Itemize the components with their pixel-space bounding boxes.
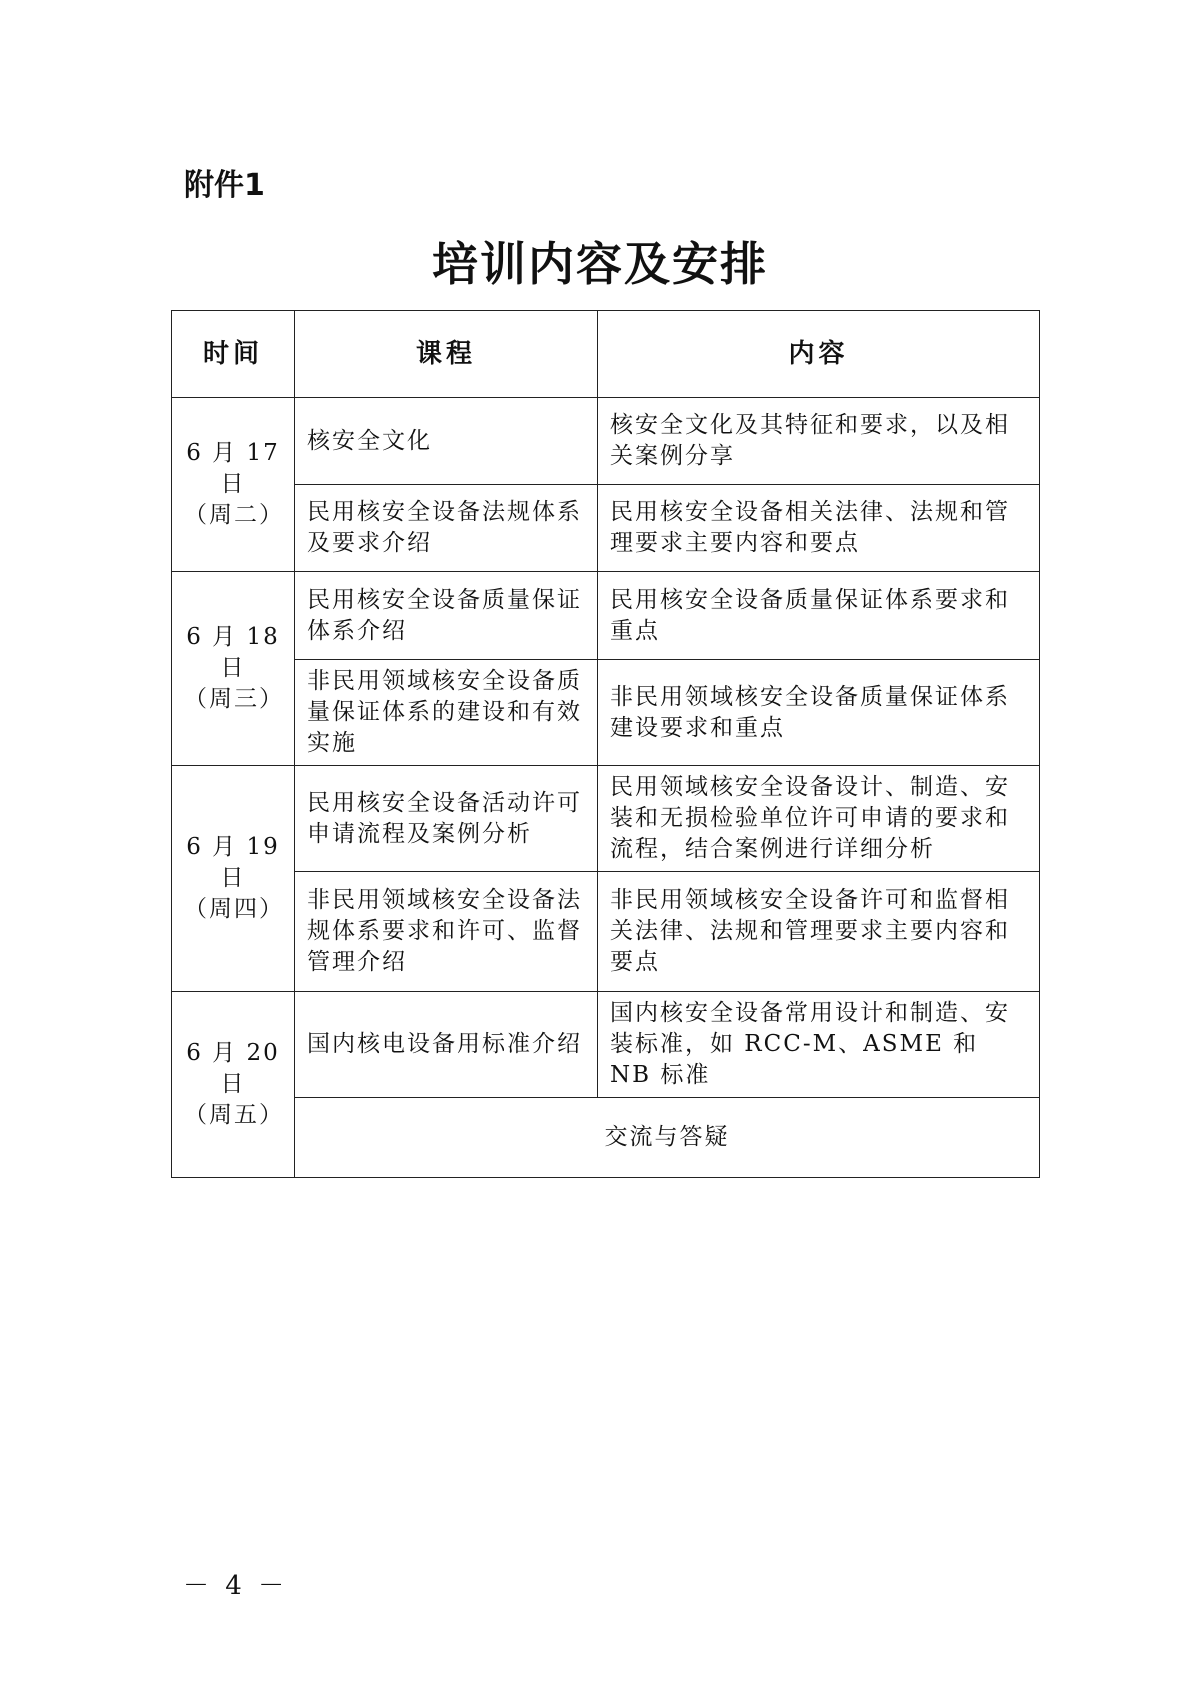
header-content: 内容 [598, 311, 1040, 398]
closing-cell: 交流与答疑 [295, 1098, 1040, 1178]
course-cell: 国内核电设备用标准介绍 [295, 992, 598, 1098]
date-text: 6 月 20 日 [186, 1040, 280, 1097]
schedule-table [171, 310, 1040, 1178]
header-time: 时间 [172, 311, 295, 398]
table-row [172, 398, 1040, 485]
course-cell: 非民用领域核安全设备质量保证体系的建设和有效实施 [295, 660, 598, 766]
course-cell: 民用核安全设备法规体系及要求介绍 [295, 485, 598, 572]
weekday-text: （周四） [184, 896, 284, 922]
table-row [172, 485, 1040, 572]
attachment-label: 附件1 [184, 168, 265, 203]
content-cell: 非民用领域核安全设备质量保证体系建设要求和重点 [598, 660, 1040, 766]
header-course: 课程 [295, 311, 598, 398]
table-row [172, 1098, 1040, 1178]
weekday-text: （周三） [184, 686, 284, 712]
content-cell: 核安全文化及其特征和要求，以及相关案例分享 [598, 398, 1040, 485]
content-cell: 民用核安全设备相关法律、法规和管理要求主要内容和要点 [598, 485, 1040, 572]
content-cell: 国内核安全设备常用设计和制造、安装标准，如 RCC-M、ASME 和 NB 标准 [598, 992, 1040, 1098]
content-cell: 民用核安全设备质量保证体系要求和重点 [598, 572, 1040, 660]
date-cell [172, 572, 295, 766]
course-cell: 民用核安全设备活动许可申请流程及案例分析 [295, 766, 598, 872]
date-text: 6 月 17 日 [186, 440, 280, 497]
page-number: － 4 － [183, 1571, 289, 1601]
date-cell [172, 992, 295, 1178]
date-text: 6 月 18 日 [186, 624, 280, 681]
date-text: 6 月 19 日 [186, 834, 280, 891]
date-cell [172, 766, 295, 992]
weekday-text: （周五） [184, 1102, 284, 1128]
table-row [172, 660, 1040, 766]
table-header-row [172, 311, 1040, 398]
content-cell: 民用领域核安全设备设计、制造、安装和无损检验单位许可申请的要求和流程，结合案例进行详细分析 [598, 766, 1040, 872]
content-cell: 非民用领域核安全设备许可和监督相关法律、法规和管理要求主要内容和要点 [598, 872, 1040, 992]
table-row [172, 572, 1040, 660]
date-cell [172, 398, 295, 572]
course-cell: 核安全文化 [295, 398, 598, 485]
weekday-text: （周二） [184, 502, 284, 528]
table-row [172, 766, 1040, 872]
table-row [172, 992, 1040, 1098]
course-cell: 非民用领域核安全设备法规体系要求和许可、监督管理介绍 [295, 872, 598, 992]
table-row [172, 872, 1040, 992]
document-title: 培训内容及安排 [432, 237, 768, 291]
course-cell: 民用核安全设备质量保证体系介绍 [295, 572, 598, 660]
